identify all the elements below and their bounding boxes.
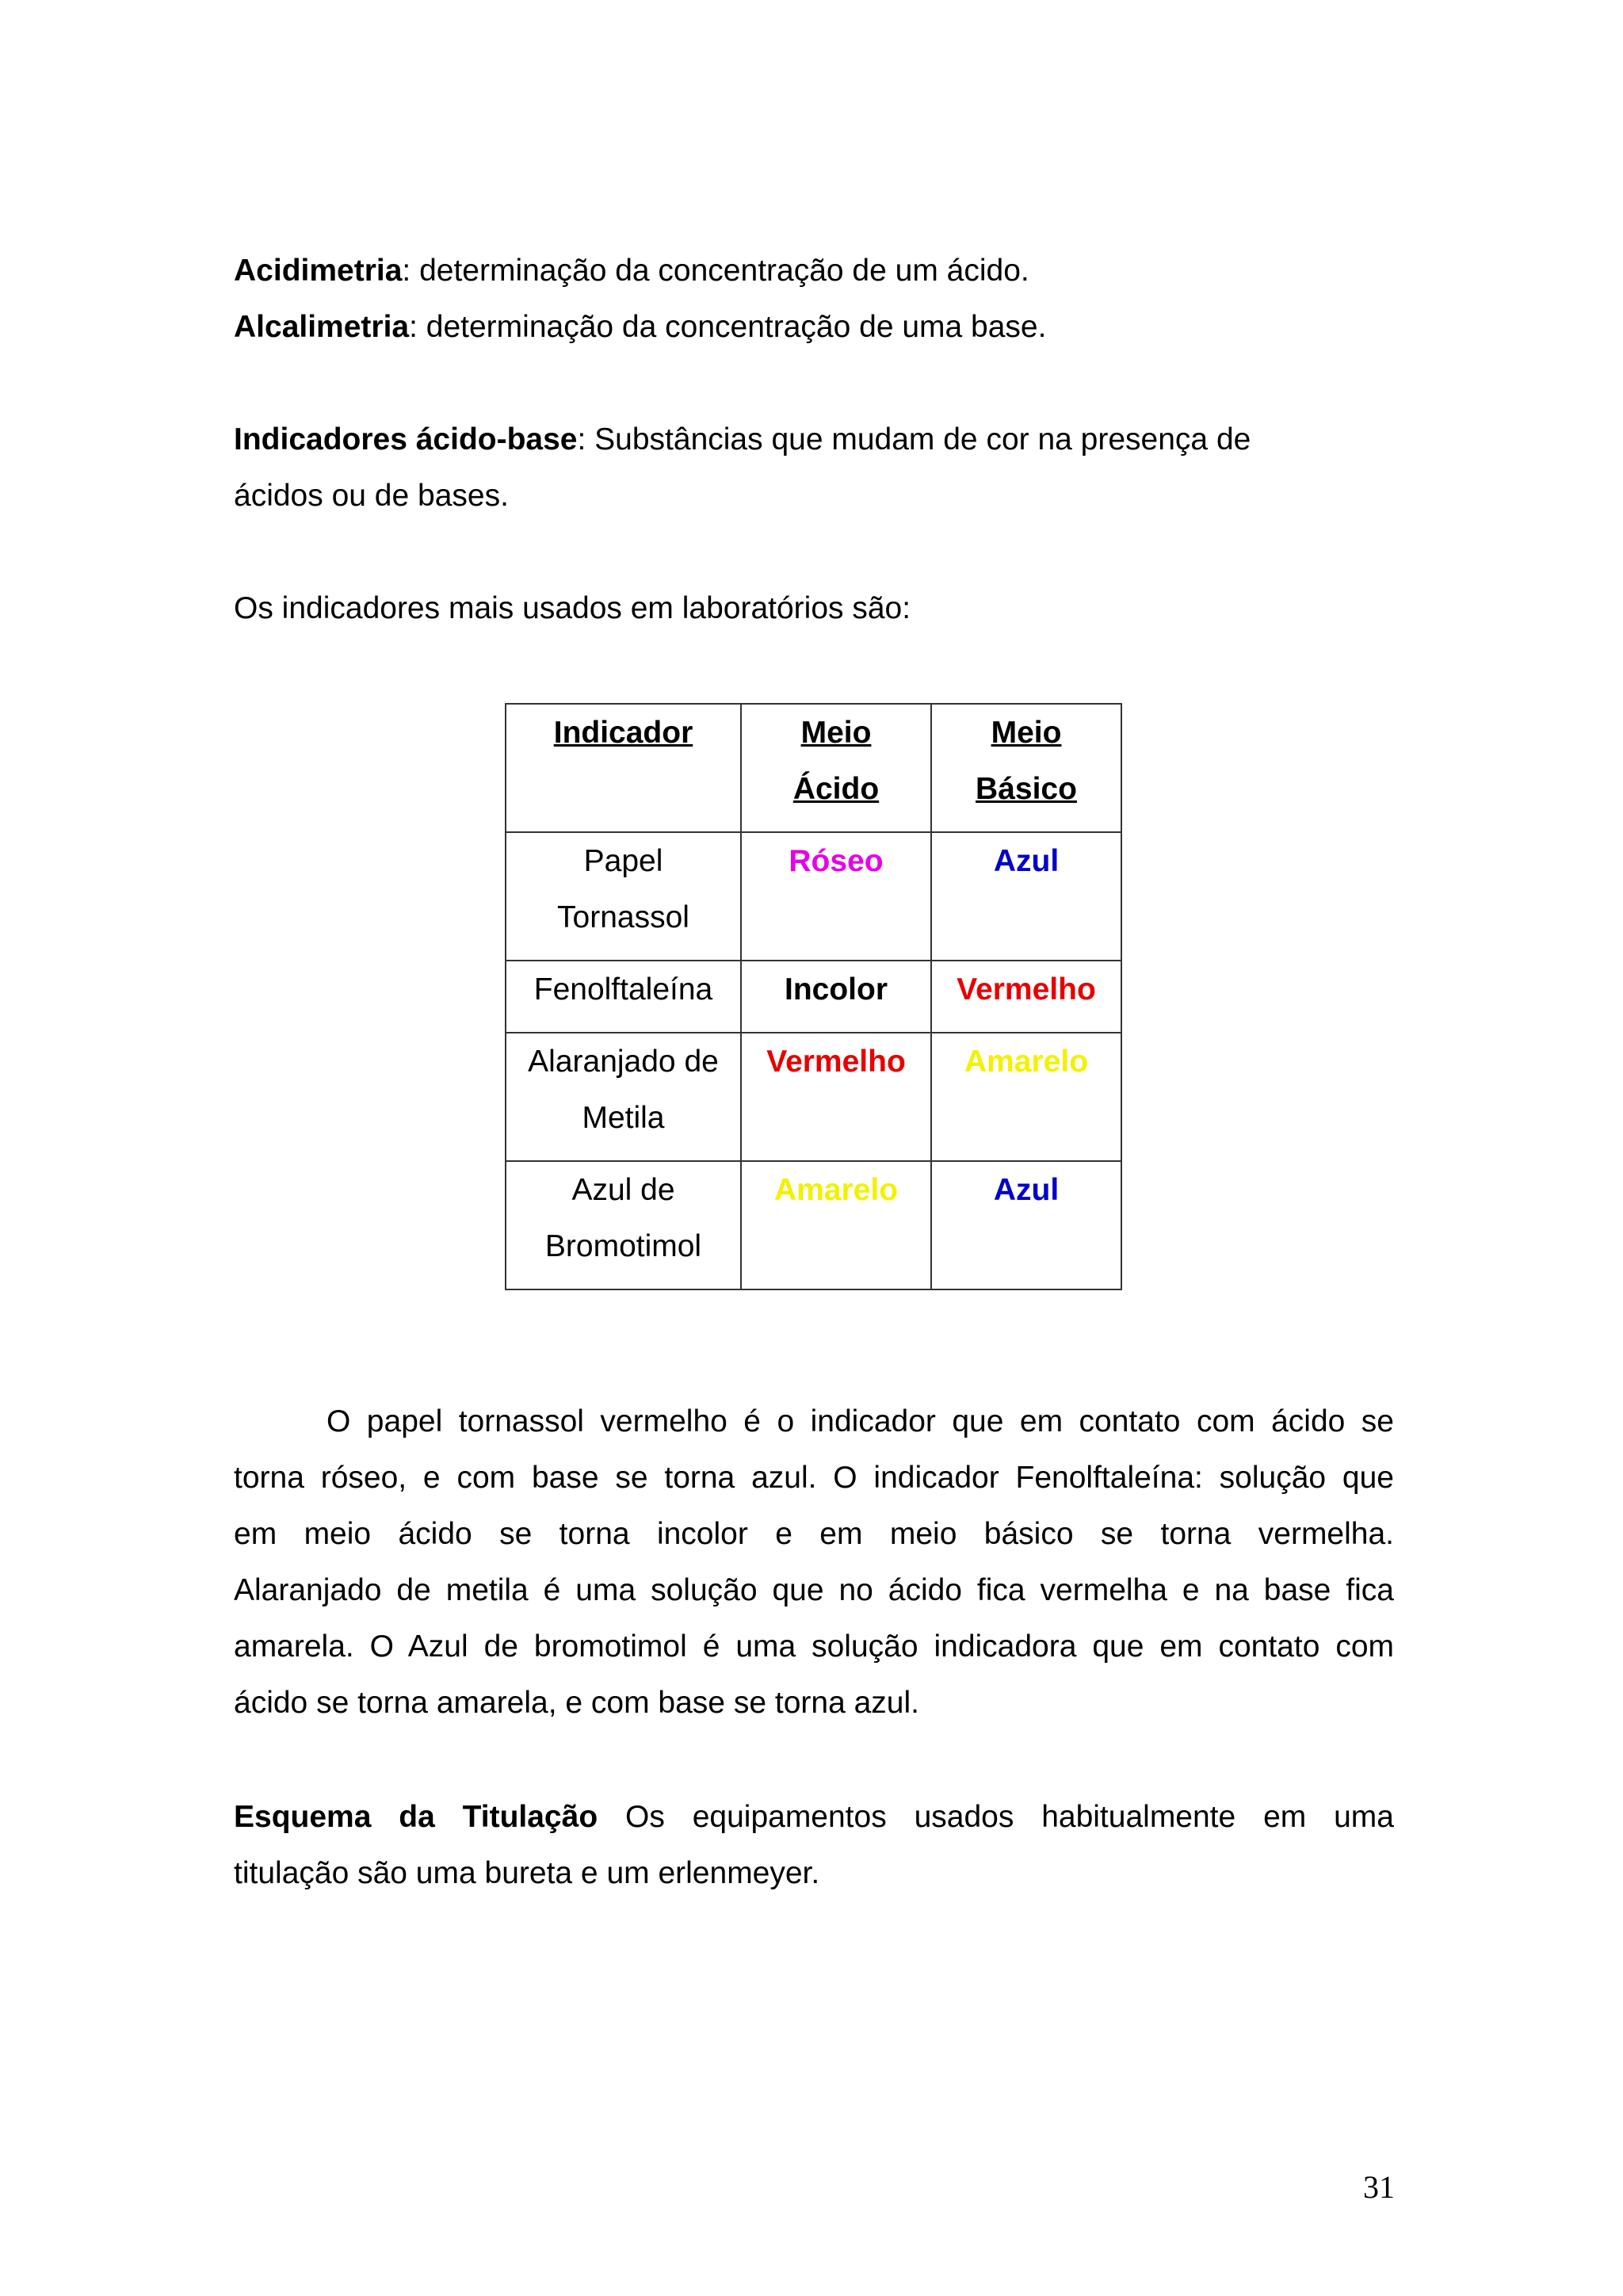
header-label: Indicador [553,716,693,750]
acid-color-value: Incolor [784,972,888,1007]
acid-color-cell [741,832,931,961]
indicator-name: Papel [583,844,663,878]
base-color-value: Azul [993,1173,1060,1207]
paragraph-line: amarela. O Azul de bromotimol é uma solução indicadora que em contato com [234,1629,1394,1664]
header-label: Meio [991,716,1062,750]
definition-alcalimetria [234,299,1394,355]
base-color-value: Amarelo [964,1045,1089,1079]
indicators-definition-cont: ácidos ou de bases. [234,479,509,513]
indicators-definition-text: : Substâncias que mudam de cor na presença de [577,422,1251,457]
table-row [506,961,1121,1033]
scheme-line [234,1789,1394,1845]
base-color-cell [931,961,1121,1033]
indicator-name-cell [506,1033,741,1161]
acid-color-cell [741,1033,931,1161]
page-number: 31 [1363,2169,1395,2205]
intro-text: Os indicadores mais usados em laboratórios são: [234,591,911,625]
indicator-name: Fenolftaleína [533,972,713,1007]
term-esquema: Esquema da Titulação [234,1800,598,1834]
definition-text: : determinação da concentração de uma base. [409,310,1047,344]
indicators-definition [234,411,1394,468]
term-acidimetria: Acidimetria [234,254,403,288]
header-cell-meio-acido [741,704,931,832]
header-label: Meio [800,716,872,750]
table-header-row [506,704,1121,832]
header-cell-indicador [506,704,741,832]
term-alcalimetria: Alcalimetria [234,310,410,344]
base-color-value: Azul [993,844,1060,878]
table-row [506,832,1121,961]
acid-color-value: Vermelho [766,1045,906,1079]
scheme-line-cont: titulação são uma bureta e um erlenmeyer. [234,1856,820,1890]
indicator-name: Alaranjado de [528,1045,719,1079]
definition-acidimetria [234,243,1394,299]
base-color-cell [931,1161,1121,1289]
acid-color-cell [741,1161,931,1289]
paragraph-line: em meio ácido se torna incolor e em meio básico se torna vermelha. [234,1517,1394,1551]
term-indicadores: Indicadores ácido-base [234,422,578,457]
indicator-name-cell [506,1161,741,1289]
definition-text: : determinação da concentração de um ácido. [402,254,1029,288]
indicator-name-cell [506,961,741,1033]
paragraph-line: O papel tornassol vermelho é o indicador que em contato com ácido se [327,1404,1394,1438]
scheme-text: Os equipamentos usados habitualmente em uma [598,1800,1394,1834]
table-row [506,1161,1121,1289]
table-row [506,1033,1121,1161]
acid-color-cell [741,961,931,1033]
indicator-table [505,703,1122,1290]
base-color-value: Vermelho [957,972,1096,1007]
header-cell-meio-basico [931,704,1121,832]
base-color-cell [931,1033,1121,1161]
paragraph-line: ácido se torna amarela, e com base se torna azul. [234,1686,919,1720]
indicator-name: Tornassol [557,900,689,934]
header-label: Básico [976,772,1077,806]
paragraph-line: Alaranjado de metila é uma solução que no ácido fica vermelha e na base fica [234,1573,1394,1607]
acid-color-value: Róseo [789,844,884,878]
base-color-cell [931,832,1121,961]
indicator-name: Azul de [571,1173,675,1207]
paragraph-line: torna róseo, e com base se torna azul. O indicador Fenolftaleína: solução que [234,1461,1394,1495]
indicator-name: Metila [582,1101,665,1135]
header-label: Ácido [792,772,880,806]
indicator-name: Bromotimol [544,1229,702,1263]
indicator-name-cell [506,832,741,961]
acid-color-value: Amarelo [773,1173,899,1207]
